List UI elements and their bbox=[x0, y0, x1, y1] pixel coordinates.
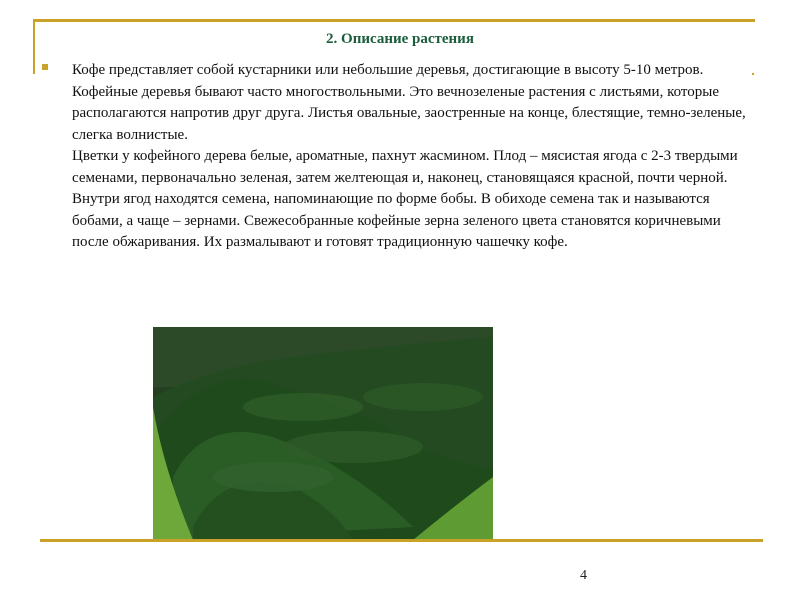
body-text bbox=[72, 60, 752, 254]
bottom-rule bbox=[40, 539, 763, 542]
coffee-plantation-image bbox=[153, 327, 493, 540]
paragraph-description: Кофе представляет собой кустарники или небольшие деревья, достигающие в высоту 5-10 метров. Кофейные деревья бывают часто многоствольными. Это вечнозеленые растения с листьями, которые располагаются напротив друг друга. Листья овальные, заостренные на конце, блестящие, темно-зеленые, слегка волнистые. bbox=[72, 62, 746, 143]
slide-title: 2. Описание растения bbox=[326, 31, 474, 47]
page-number: 4 bbox=[580, 568, 587, 583]
paragraph-flowers-fruit: Цветки у кофейного дерева белые, ароматные, пахнут жасмином. Плод – мясистая ягода с 2-3 твердыми семенами, первоначально зеленая, затем желтеющая и, наконец, становящаяся красной, почти черной. Внутри ягод находятся семена, напоминающие по форме бобы. В обиходе семена так и называются бобами, а чаще – зернами. Свежесобранные кофейные зерна зеленого цвета становятся коричневыми после обжаривания. Их размалывают и готовят традиционную чашечку кофе. bbox=[72, 148, 738, 250]
bullet-marker-icon bbox=[42, 64, 48, 70]
decorative-dot bbox=[752, 73, 754, 75]
top-rule bbox=[33, 19, 755, 22]
